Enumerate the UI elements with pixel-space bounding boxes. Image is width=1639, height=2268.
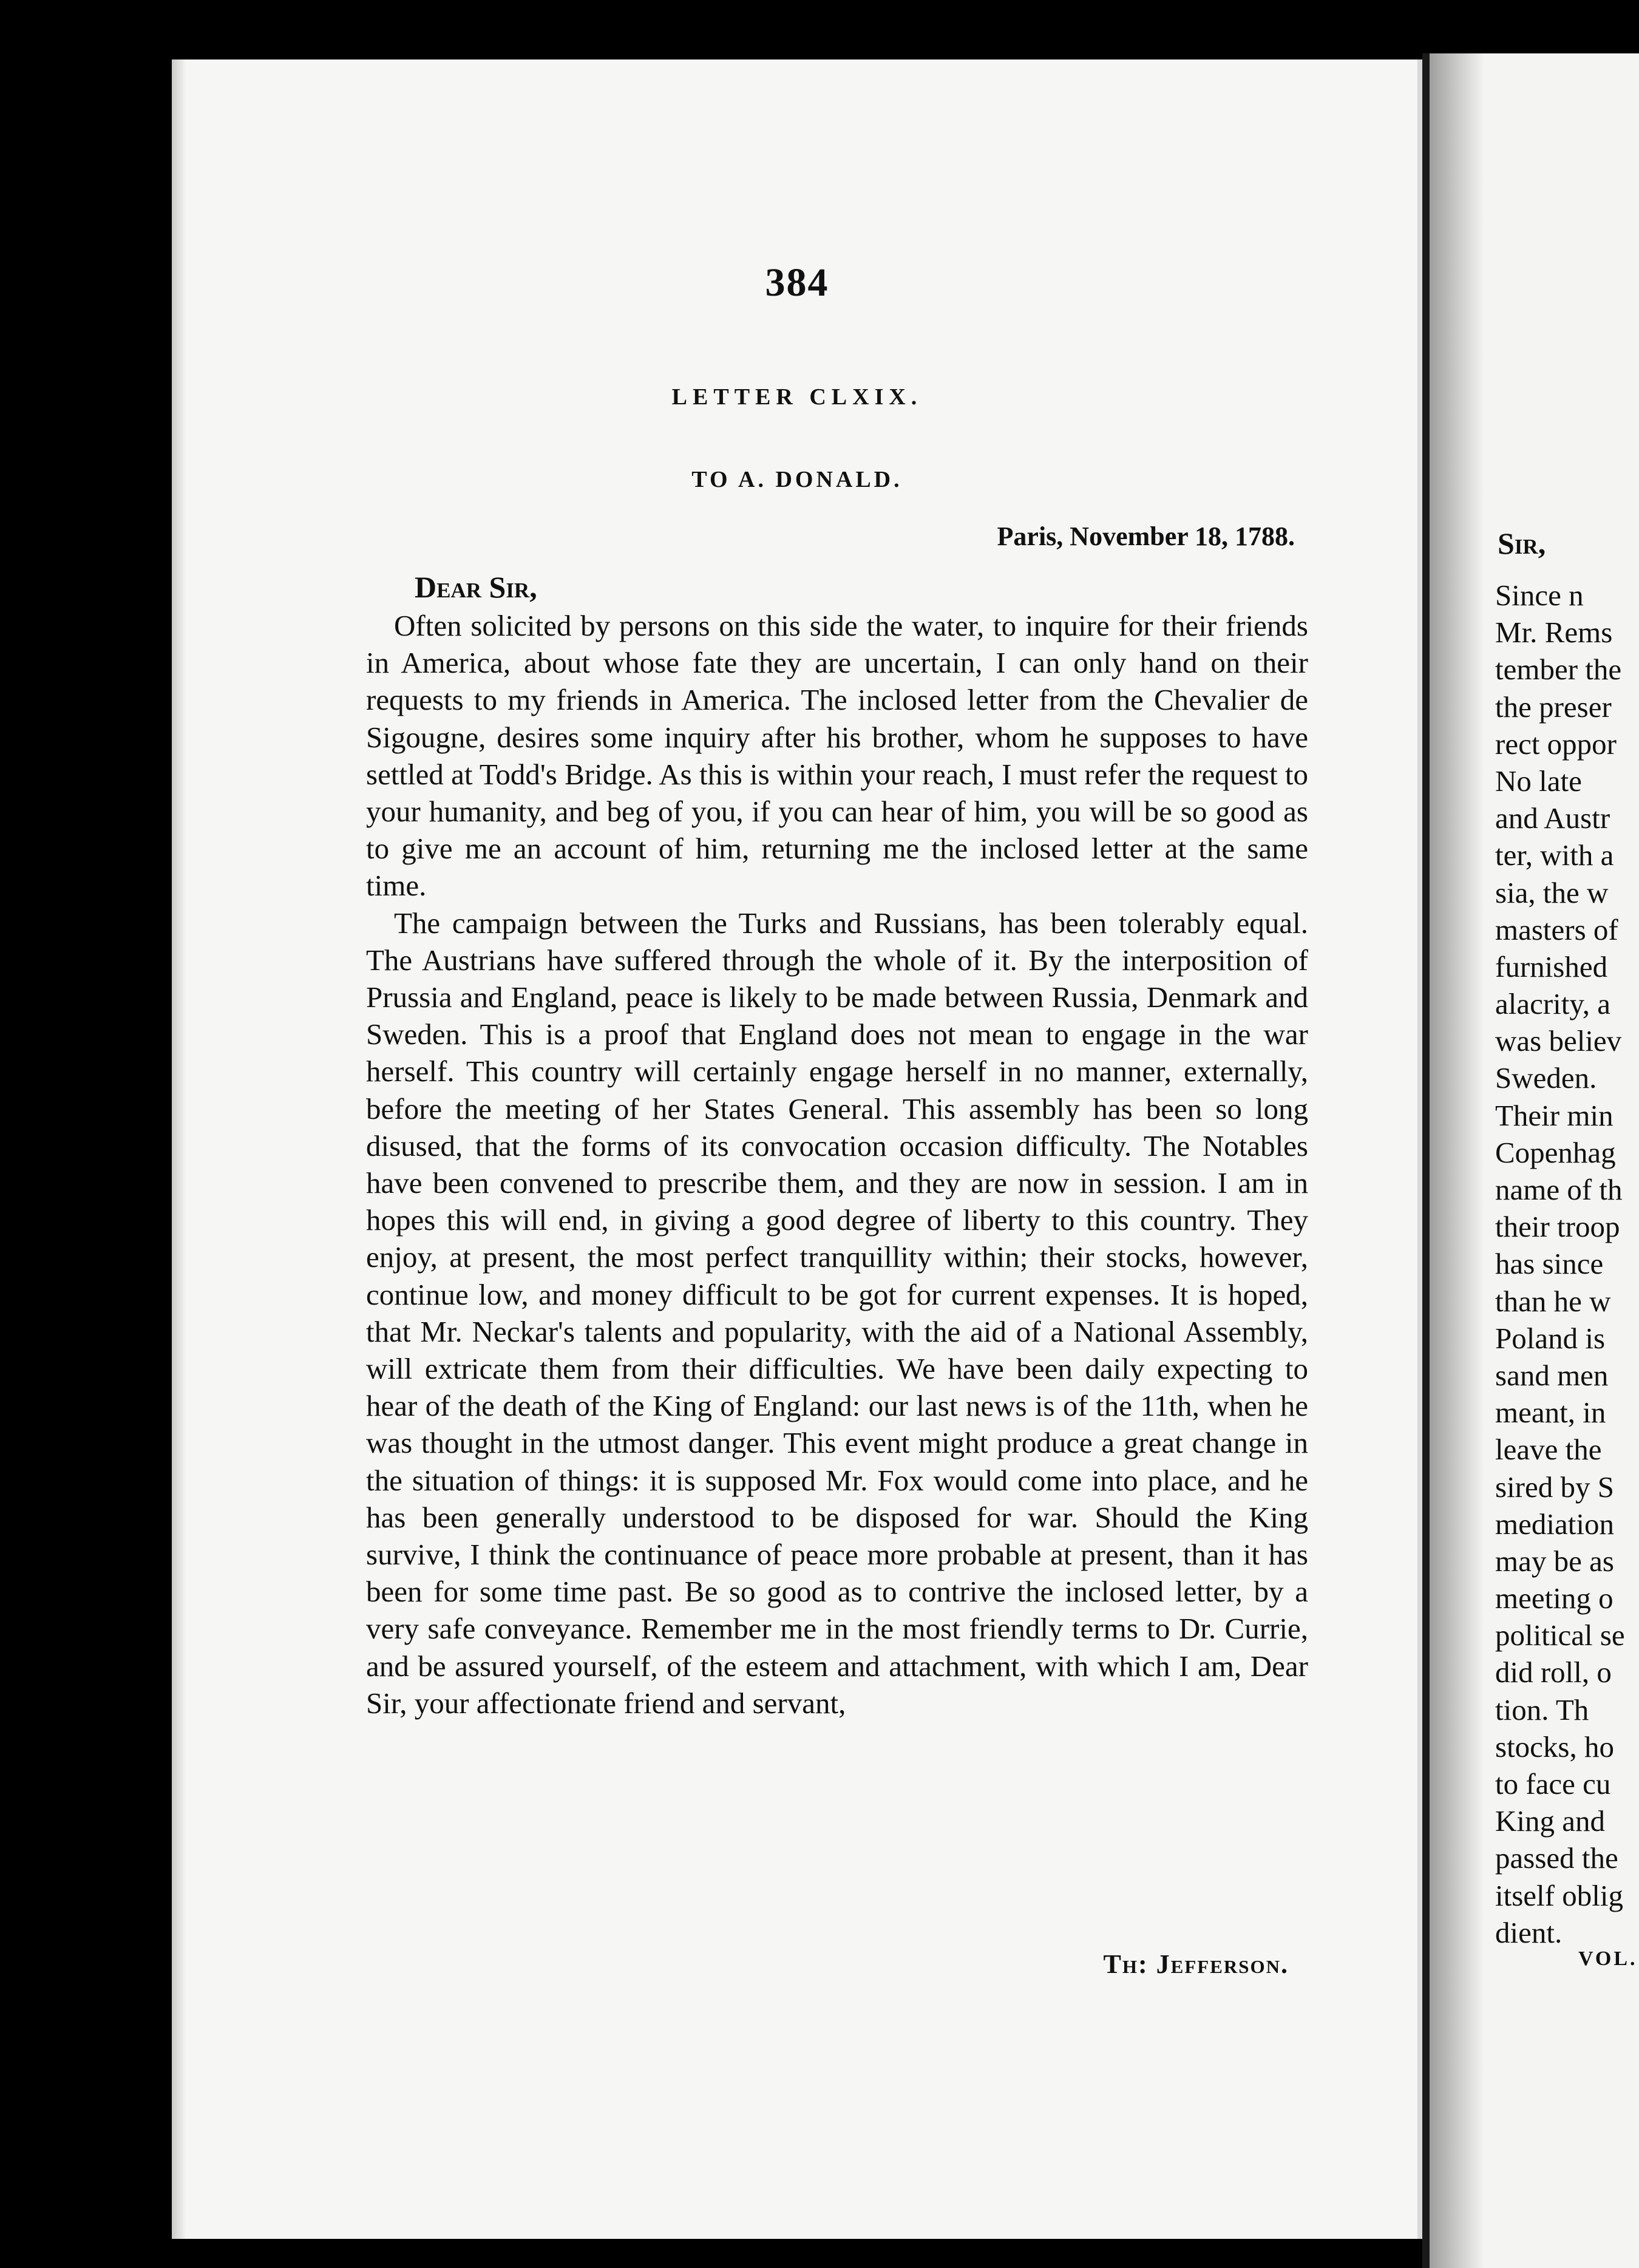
next-page-line: may be as xyxy=(1495,1544,1614,1578)
next-page-line: alacrity, a xyxy=(1495,987,1610,1021)
next-page-line: dient. xyxy=(1495,1915,1563,1949)
next-page-line: did roll, o xyxy=(1495,1655,1612,1689)
next-page-line: itself oblig xyxy=(1495,1878,1623,1912)
next-page-line: King and xyxy=(1495,1804,1605,1838)
next-page-line: Poland is xyxy=(1495,1321,1606,1355)
paragraph-1: Often solicited by persons on this side the water, to inquire for their friends in America, about whose fate they are uncertain, I can only hand on their requests to my friends in America. The inclosed letter from the Chevalier de Sigougne, desires some inquiry after his brother, whom he supposes to have settled at Todd's Bridge. As this is within your reach, I must refer the request to your humanity, and beg of you, if you can hear of him, you will be so good as to give me an account of him, returning me the inclosed letter at the same time. xyxy=(366,609,1308,903)
signature: Th: Jefferson. xyxy=(1103,1949,1289,1979)
next-page-line: name of th xyxy=(1495,1173,1623,1206)
next-page-line: No late xyxy=(1495,764,1582,798)
next-page-line: meant, in xyxy=(1495,1396,1606,1430)
next-page-line: political se xyxy=(1495,1618,1625,1652)
next-page-line: mediation xyxy=(1495,1507,1614,1541)
dateline: Paris, November 18, 1788. xyxy=(997,521,1295,551)
paragraph-2: The campaign between the Turks and Russians, has been tolerably equal. The Austrians have suffered through the whole of it. By the interposition of Prussia and England, peace is likely to be made between Russia, Denmark and Sweden. This is a proof that England does not mean to engage in the war herself. This country will certainly engage herself in no manner, externally, before the meeting of her States General. This assembly has been so long disused, that the forms of its convocation occasion difficulty. The Notables have been convened to prescribe them, and they are now in session. I am in hopes this will end, in giving a good degree of liberty to this country. They enjoy, at present, the most perfect tranquillity within; their stocks, however, continue low, and money difficult to be got for current expenses. It is hoped, that Mr. Neckar's talents and popularity, with the aid of a National Assembly, will extricate them from their difficulties. We have been daily expecting to hear of the death of the King of England: our last news is of the 11th, when he was thought in the utmost danger. This event might produce a great change in the situation of things: it is supposed Mr. Fox would come into place, and he has been generally understood to be disposed for war. Should the King survive, I think the continuance of peace more probable at present, than it has been for some time past. Be so good as to contrive the inclosed letter, by a very safe conveyance. Remember me in the most friendly terms to Dr. Currie, and be assured yourself, of the esteem and attachment, with which I am, Dear Sir, your affectionate friend and servant, xyxy=(366,906,1308,1720)
next-page-line: Copenhag xyxy=(1495,1135,1616,1169)
book-gutter xyxy=(1422,53,1430,2268)
left-page xyxy=(172,59,1422,2239)
next-page-line: and Austr xyxy=(1495,801,1610,835)
next-page-line: tember the xyxy=(1495,653,1622,687)
next-page-lines xyxy=(1495,577,1625,1951)
addressee-heading: TO A. DONALD. xyxy=(691,467,903,492)
right-page-binding-shadow xyxy=(1430,53,1484,2268)
next-page-line: furnished xyxy=(1495,949,1608,983)
next-page-salutation: Sir, xyxy=(1498,526,1546,560)
next-page-line: Their min xyxy=(1495,1098,1614,1132)
next-page-line: passed the xyxy=(1495,1841,1618,1875)
next-page-line: the preser xyxy=(1495,690,1612,724)
next-page-line: than he w xyxy=(1495,1284,1611,1318)
next-page-line: has since xyxy=(1495,1247,1604,1281)
next-page-line: was believ xyxy=(1495,1024,1622,1058)
letter-heading: LETTER CLXIX. xyxy=(671,384,923,410)
page-number: 384 xyxy=(765,260,829,305)
next-page-line: tion. Th xyxy=(1495,1693,1589,1726)
next-page-footer: VOL. xyxy=(1578,1947,1638,1970)
next-page-line: Sweden. xyxy=(1495,1061,1597,1095)
next-page-line: rect oppor xyxy=(1495,727,1617,761)
salutation: Dear Sir, xyxy=(415,570,537,604)
next-page-line: ter, with a xyxy=(1495,838,1614,872)
next-page-line: Since n xyxy=(1495,579,1584,612)
page-edge-shadow xyxy=(172,59,186,2239)
next-page-line: sia, the w xyxy=(1495,875,1609,909)
next-page-line: leave the xyxy=(1495,1433,1602,1467)
letter-body xyxy=(366,607,1308,1722)
next-page-line: sired by S xyxy=(1495,1470,1614,1504)
next-page-line: meeting o xyxy=(1495,1581,1614,1615)
next-page-line: their troop xyxy=(1495,1210,1620,1244)
next-page-line: sand men xyxy=(1495,1358,1609,1392)
next-page-line: stocks, ho xyxy=(1495,1730,1614,1764)
next-page-line: masters of xyxy=(1495,912,1618,946)
next-page-line: to face cu xyxy=(1495,1767,1611,1801)
next-page-line: Mr. Rems xyxy=(1495,616,1613,650)
